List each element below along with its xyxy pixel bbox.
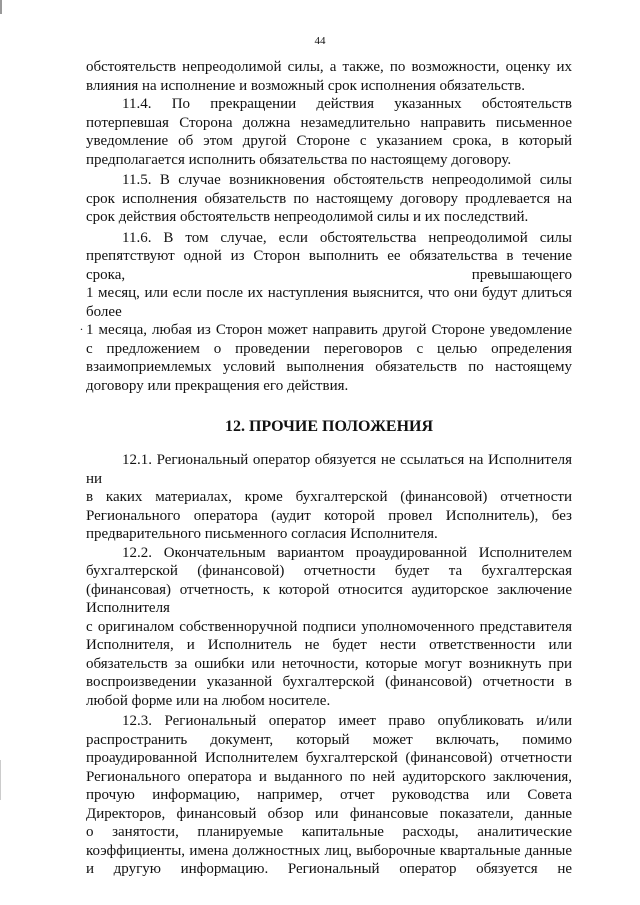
paragraph-line: обязательств за ошибки или неточности, которые могут возникнуть при bbox=[86, 655, 572, 672]
page-number: 44 bbox=[314, 35, 326, 47]
paragraph-line: предполагается исполнить обязательства по настоящему договору. bbox=[86, 151, 512, 168]
paragraph-line: препятствуют одной из Сторон выполнить ее обязательства в течение bbox=[86, 248, 572, 264]
paragraph-line: влияния на исполнение и возможный срок исполнения обязательств. bbox=[86, 77, 525, 94]
paragraph-line: Исполнителя, и Исполнитель не будет нести ответственности или bbox=[86, 637, 572, 653]
scan-margin-mark bbox=[0, 760, 1, 800]
paragraph-line: потерпевшая Сторона должна незамедлительно направить письменное bbox=[86, 114, 572, 131]
paragraph-line: с оригиналом собственноручной подписи уполномоченного представителя bbox=[86, 618, 572, 635]
paragraph-line: воспроизведении указанной бухгалтерской (финансовой) отчетности в bbox=[86, 674, 572, 690]
paragraph-line: более bbox=[86, 303, 122, 320]
clause-11-4-line: 11.4. По прекращении действия указанных обстоятельств bbox=[122, 96, 572, 112]
paragraph-line: о занятости, планируемые капитальные расходы, аналитические bbox=[86, 824, 572, 840]
paragraph-line: Регионального оператора и выданного по ней аудиторского заключения, bbox=[86, 768, 572, 785]
paragraph-line: прочую информацию, например, отчет руководства или Совета bbox=[86, 787, 572, 803]
paragraph-line: коэффициенты, имена должностных лиц, выборочные квартальные данные bbox=[86, 842, 572, 859]
section-heading: 12. ПРОЧИЕ ПОЛОЖЕНИЯ bbox=[224, 418, 434, 435]
paragraph-line: и другую информацию. Региональный оператор обязуется не bbox=[86, 861, 572, 877]
paragraph-line: обстоятельств непреодолимой силы, а также, по возможности, оценку их bbox=[86, 59, 572, 75]
paragraph-line: с предложением о проведении переговоров с целью определения bbox=[86, 340, 572, 357]
paragraph-line: Исполнителя bbox=[86, 600, 170, 616]
paragraph-line: ни bbox=[86, 470, 103, 487]
paragraph-line: Директоров, финансовый обзор или финансовые показатели, данные bbox=[86, 805, 572, 822]
paragraph-line: проаудированной Исполнителем бухгалтерской (финансовой) отчетности bbox=[86, 750, 572, 766]
clause-12-3-line: 12.3. Региональный оператор имеет право опубликовать и/или bbox=[122, 713, 572, 729]
paragraph-line: Регионального оператора (аудит которой провел Исполнитель), без bbox=[86, 507, 572, 524]
paragraph-line: бухгалтерской (финансовой) отчетности будет та бухгалтерская bbox=[86, 563, 572, 579]
paragraph-line: взаимоприемлемых условий выполнения обязательств по настоящему bbox=[86, 359, 572, 375]
clause-11-5-line: 11.5. В случае возникновения обстоятельств непреодолимой силы bbox=[122, 172, 572, 188]
document-body bbox=[86, 58, 572, 879]
paragraph-line: (финансовая) отчетность, к которой относится аудиторское заключение bbox=[86, 581, 572, 598]
paragraph-line: 1 месяц, или если после их наступления выяснится, что они будут длиться bbox=[86, 285, 572, 301]
clause-12-2-line: 12.2. Окончательным вариантом проаудированной Исполнителем bbox=[122, 544, 572, 561]
stray-mark: . bbox=[80, 319, 83, 333]
paragraph-line: любой форме или на любом носителе. bbox=[86, 692, 331, 709]
paragraph-line: срока, превышающего bbox=[86, 266, 572, 283]
paragraph-line: договору или прекращения его действия. bbox=[86, 377, 349, 394]
paragraph-line: распространить документ, который может включать, помимо bbox=[86, 731, 572, 748]
paragraph-line: срок действия обстоятельств непреодолимой силы и их последствий. bbox=[86, 209, 529, 225]
scan-margin-mark bbox=[0, 0, 2, 14]
paragraph-line: срок исполнения обязательств по настоящему договору продлевается на bbox=[86, 190, 572, 207]
paragraph-line: уведомление об этом другой Стороне с указанием срока, в который bbox=[86, 133, 572, 149]
clause-11-6-line: 11.6. В том случае, если обстоятельства непреодолимой силы bbox=[122, 229, 572, 246]
paragraph-line: в каких материалах, кроме бухгалтерской (финансовой) отчетности bbox=[86, 489, 572, 505]
paragraph-line: предварительного письменного согласия Исполнителя. bbox=[86, 526, 438, 542]
paragraph-line: 1 месяца, любая из Сторон может направить другой Стороне уведомление bbox=[86, 322, 572, 338]
clause-12-1-line: 12.1. Региональный оператор обязуется не ссылаться на Исполнителя bbox=[122, 452, 572, 468]
